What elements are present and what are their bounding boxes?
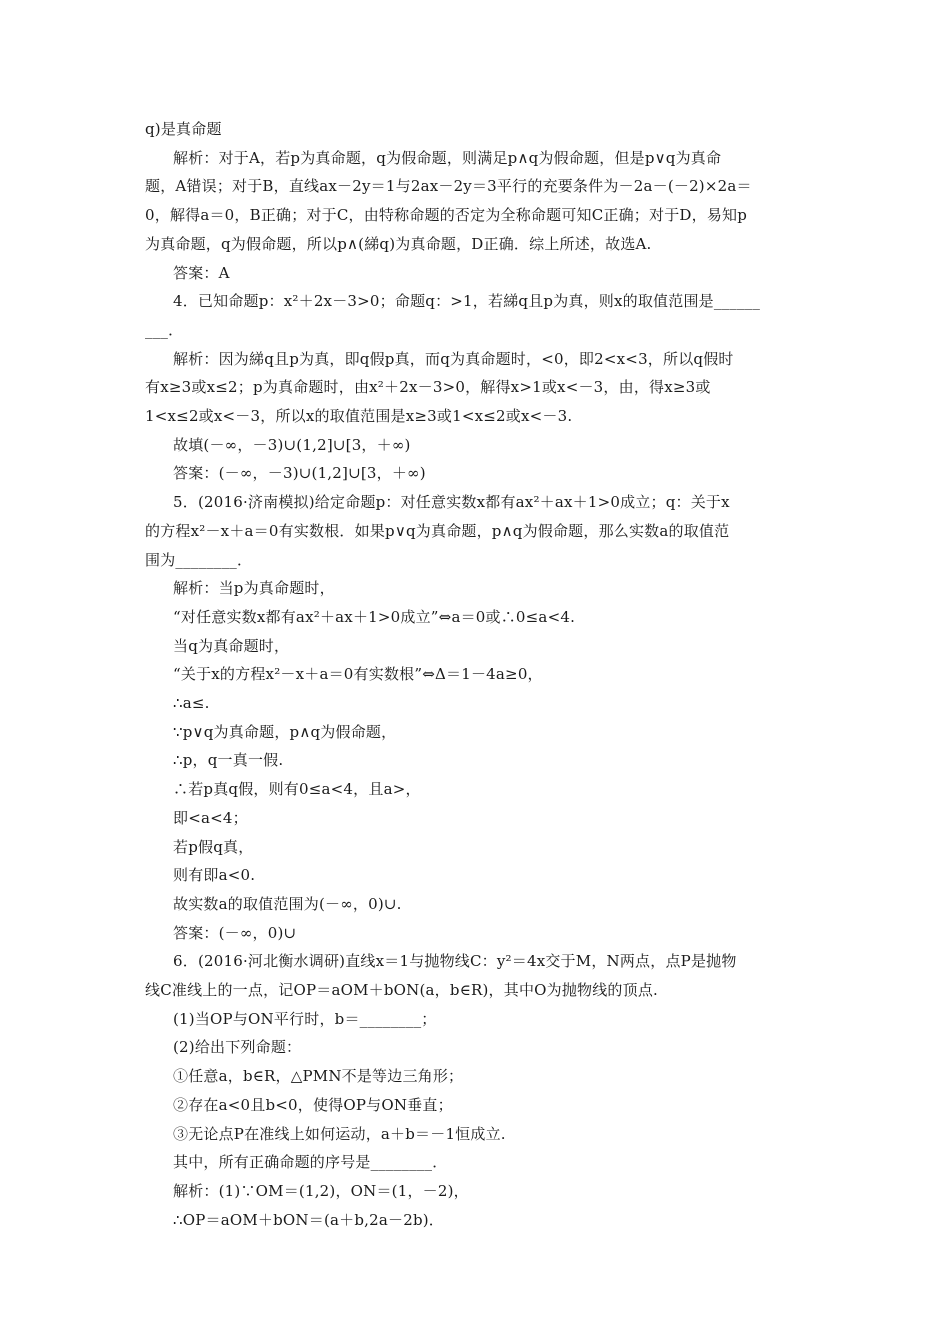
- text-line: 其中，所有正确命题的序号是________．: [173, 1153, 448, 1172]
- text-line: 0，解得a＝0，B正确；对于C，由特称命题的否定为全称命题可知C正确；对于D，易知p: [145, 206, 748, 225]
- text-line: ②存在a<0且b<0，使得OP与ON垂直；: [173, 1095, 453, 1114]
- text-line: (2)给出下列命题：: [173, 1038, 302, 1057]
- text-line: 答案：(－∞，0)∪: [173, 923, 297, 942]
- text-line: (1)当OP与ON平行时，b＝________；: [173, 1009, 437, 1028]
- text-line: 的方程x²－x＋a＝0有实数根．如果p∨q为真命题，p∧q为假命题，那么实数a的取值范: [145, 521, 730, 540]
- text-line: 若p假q真，: [173, 837, 254, 856]
- text-line: 当q为真命题时，: [173, 636, 290, 655]
- text-line: 故填(－∞，－3)∪(1,2]∪[3，＋∞): [173, 435, 411, 454]
- text-line: ___．: [145, 320, 184, 339]
- text-line: 4．已知命题p：x²＋2x－3>0；命题q：>1，若綈q且p为真，则x的取值范围是______: [173, 292, 761, 311]
- text-line: 5．(2016·济南模拟)给定命题p：对任意实数x都有ax²＋ax＋1>0成立；q：关于x: [173, 493, 730, 512]
- text-line: 解析：因为綈q且p为真，即q假p真，而q为真命题时，<0，即2<x<3，所以q假时: [173, 349, 734, 368]
- text-line: 则有即a<0.: [173, 866, 256, 885]
- text-line: 1<x≤2或x<－3，所以x的取值范围是x≥3或1<x≤2或x<－3.: [145, 407, 573, 425]
- text-line: 答案：A: [173, 263, 230, 282]
- text-line: 即<a<4；: [173, 808, 248, 827]
- text-line: 有x≥3或x≤2；p为真命题时，由x²＋2x－3>0，解得x>1或x<－3，由，得x≥3或: [145, 378, 711, 397]
- text-line: ∴a≤.: [173, 694, 210, 712]
- text-line: q)是真命题: [145, 120, 222, 138]
- text-line: 解析：(1)∵OM＝(1,2)，ON＝(1，－2)，: [173, 1181, 469, 1200]
- text-line: 题，A错误；对于B，直线ax－2y＝1与2ax－2y＝3平行的充要条件为－2a－(－2)×2a＝: [145, 177, 752, 196]
- text-line: 故实数a的取值范围为(－∞，0)∪.: [173, 894, 402, 913]
- text-line: ∴若p真q假，则有0≤a<4，且a>，: [173, 780, 421, 799]
- text-line: ①任意a，b∈R，△PMN不是等边三角形；: [173, 1067, 464, 1086]
- text-line: ∵p∨q为真命题，p∧q为假命题，: [173, 722, 397, 741]
- text-line: 为真命题，q为假命题，所以p∧(綈q)为真命题，D正确．综上所述，故选A.: [145, 234, 652, 253]
- text-line: ③无论点P在准线上如何运动，a＋b＝－1恒成立.: [173, 1124, 506, 1143]
- text-line: “关于x的方程x²－x＋a＝0有实数根”⇔Δ＝1－4a≥0，: [173, 665, 543, 684]
- text-line: 6．(2016·河北衡水调研)直线x＝1与抛物线C：y²＝4x交于M，N两点，点P是抛物: [173, 952, 737, 971]
- text-line: 解析：当p为真命题时，: [173, 579, 335, 598]
- text-line: “对任意实数x都有ax²＋ax＋1>0成立”⇔a＝0或∴0≤a<4.: [173, 607, 576, 626]
- text-line: 答案：(－∞，－3)∪(1,2]∪[3，＋∞): [173, 464, 426, 483]
- text-line: 解析：对于A，若p为真命题，q为假命题，则满足p∧q为假命题，但是p∨q为真命: [173, 148, 722, 167]
- text-line: ∴OP＝aOM＋bON＝(a＋b,2a－2b)．: [173, 1210, 445, 1229]
- text-line: ∴p，q一真一假.: [173, 751, 284, 770]
- text-line: 线C准线上的一点，记OP＝aOM＋bON(a，b∈R)，其中O为抛物线的顶点.: [145, 981, 659, 999]
- text-line: 围为________．: [145, 550, 253, 569]
